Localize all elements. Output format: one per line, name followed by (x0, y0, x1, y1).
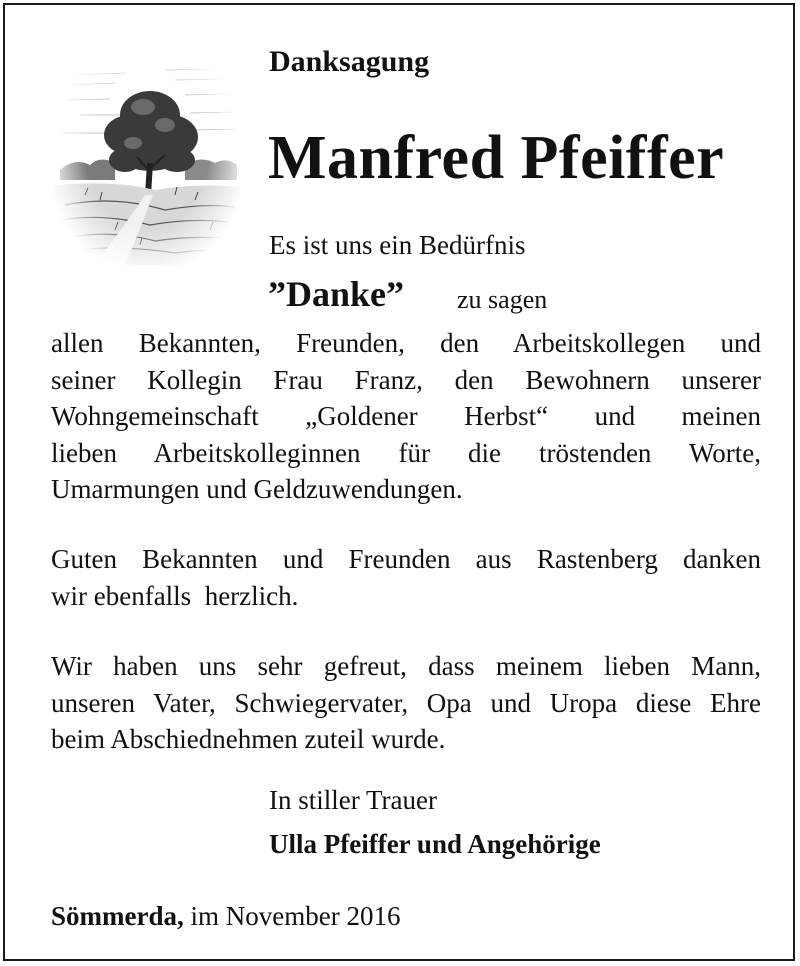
deceased-name: Manfred Pfeiffer (268, 124, 725, 192)
paragraph-line: Wohngemeinschaft „Goldener Herbst“ und meinen (51, 401, 761, 431)
landscape-tree-icon (55, 45, 240, 265)
danke-word: ”Danke” (268, 274, 405, 314)
paragraph-line: seiner Kollegin Frau Franz, den Bewohnern unserer (51, 364, 761, 395)
signers-line: Ulla Pfeiffer und Angehörige (269, 829, 601, 859)
zu-sagen-text: zu sagen (457, 285, 548, 314)
paragraph-line: wir ebenfalls herzlich. (51, 580, 299, 611)
thanks-paragraph-1 (51, 325, 761, 508)
thanks-paragraph-3 (51, 648, 761, 758)
intro-line: Es ist uns ein Bedürfnis (269, 230, 526, 260)
thanks-paragraph-2 (51, 541, 761, 614)
notice-frame (3, 3, 795, 961)
paragraph-line: allen Bekannten, Freunden, den Arbeitskollegen und (51, 328, 761, 358)
place-name: Sömmerda, (51, 901, 184, 931)
paragraph-line: Guten Bekannten und Freunden aus Rastenberg danken (51, 544, 761, 574)
paragraph-line: unseren Vater, Schwiegervater, Opa und Uropa diese Ehre (51, 687, 761, 718)
place-date-line (51, 901, 400, 932)
paragraph-line: Wir haben uns sehr gefreut, dass meinem lieben Mann, (51, 651, 761, 681)
closing-line: In stiller Trauer (269, 785, 437, 815)
notice-heading: Danksagung (269, 45, 430, 78)
date-text: im November 2016 (183, 901, 401, 931)
paragraph-line: beim Abschiednehmen zuteil wurde. (51, 724, 446, 754)
paragraph-line: lieben Arbeitskolleginnen für die tröstenden Worte, (51, 437, 761, 468)
paragraph-line: Umarmungen und Geldzuwendungen. (51, 474, 463, 504)
